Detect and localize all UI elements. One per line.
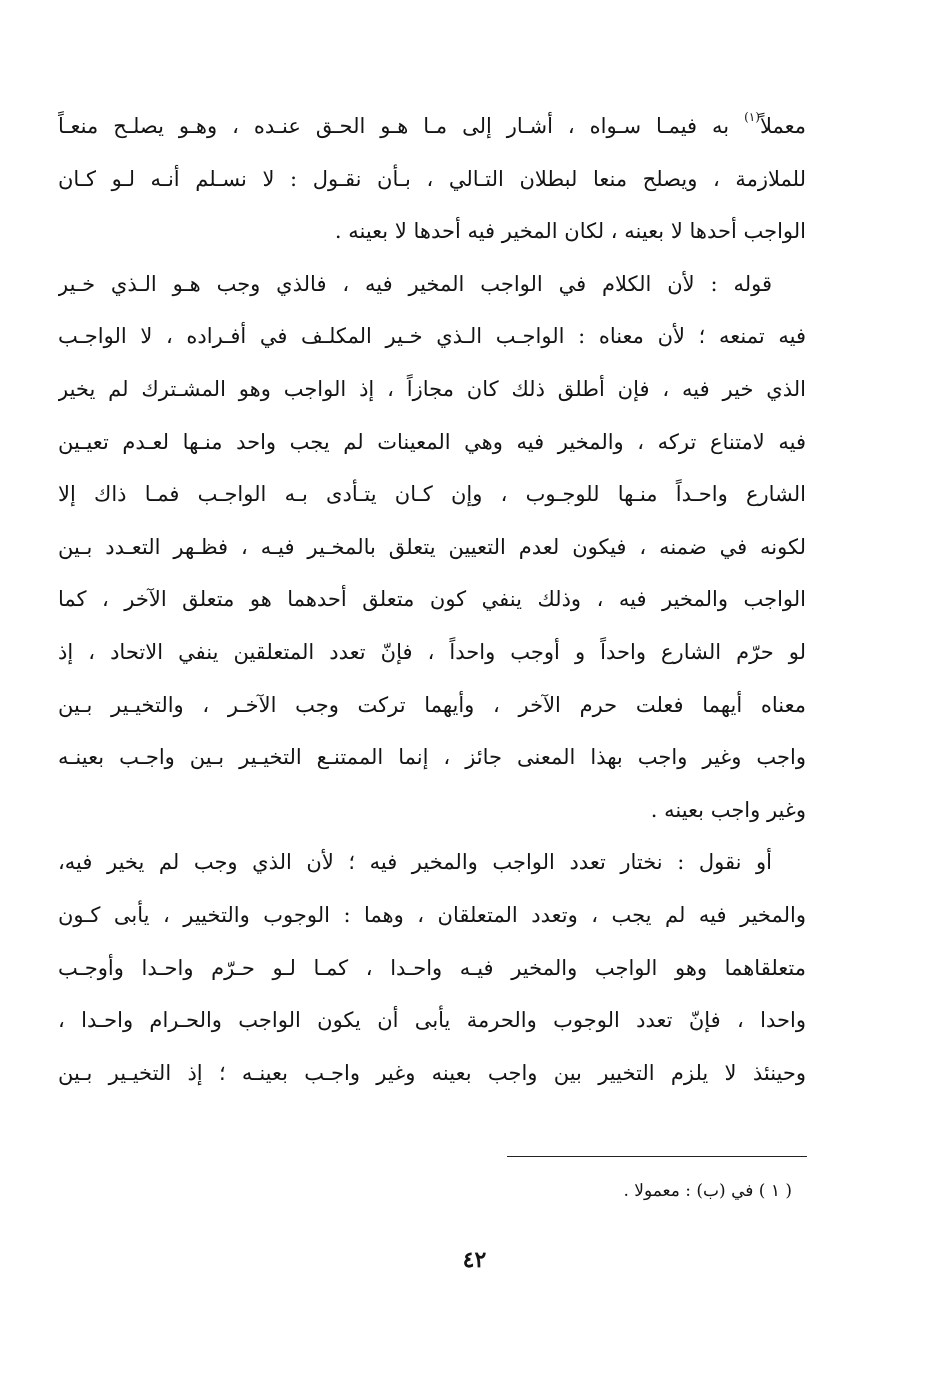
paragraph-2-line-1: قوله : لأن الكلام في الواجب المخير فيه ، فالذي وجب هـو الـذي خـير xyxy=(58,271,772,296)
paragraph-2-line-6: لكونه في ضمنه ، فيكون لعدم التعيين يتعلق بالمخـير فيـه ، فظـهر التعـدد بـين xyxy=(58,534,806,559)
text-line-1-start: معملاً xyxy=(759,114,806,138)
footnote: ( ١ ) في (ب) : معمولا . xyxy=(623,1181,792,1201)
paragraph-2-line-9: معناه أيهما فعلت حرم الآخر ، وأيهما تركت وجب الآخـر ، والتخيـير بـين xyxy=(58,692,806,717)
paragraph-2-line-8: لو حرّم الشارع واحداً و أوجب واحداً ، فإنّ تعدد المتعلقين ينفي الاتحاد ، إذ xyxy=(58,639,806,664)
paragraph-2-line-11: وغير واجب بعينه . xyxy=(650,797,806,822)
paragraph-2-line-10: واجب وغير واجب بهذا المعنى جائز ، إنما الممتنـع التخيـير بـين واجـب بعينـه xyxy=(58,745,806,770)
paragraph-3-line-5: وحينئذ لا يلزم التخيير بين واجب بعينه وغير واجـب بعينـه ؛ إذ التخيـير بـين xyxy=(58,1060,806,1085)
paragraph-3-line-3: متعلقاهما وهو الواجب والمخير فيـه واحـدا ، كمـا لـو حـرّم واحـدا وأوجـب xyxy=(58,955,806,980)
footnote-divider xyxy=(507,1156,807,1157)
paragraph-3-line-4: واحدا ، فإنّ تعدد الوجوب والحرمة يأبى أن يكون الواجب والحـرام واحـدا ، xyxy=(58,1008,806,1033)
text-line-1 xyxy=(58,100,806,153)
paragraph-3-line-2: والمخير فيه لم يجب ، وتعدد المتعلقان ، وهما : الوجوب والتخيير ، يأبى كـون xyxy=(58,902,806,927)
paragraph-2-line-7: الواجب والمخير فيه ، وذلك ينفي كون متعلق أحدهما هو متعلق الآخر ، كما xyxy=(58,587,806,612)
text-line-1-rest: به فيمـا سـواه ، أشـار إلى مـا هـو الحـق عنـده ، وهـو يصلـح منعـاً xyxy=(58,114,745,138)
body-text xyxy=(58,100,806,1099)
paragraph-3-line-1: أو نقول : نختار تعدد الواجب والمخير فيه ؛ لأن الذي وجب لم يخير فيه، xyxy=(58,850,772,875)
paragraph-2-line-2: فيه تمنعه ؛ لأن معناه : الواجـب الـذي خـير المكلـف في أفـراده ، لا الواجـب xyxy=(58,324,806,349)
paragraph-2-line-3: الذي خير فيه ، فإن أطلق ذلك كان مجازاً ، إذ الواجب وهو المشـترك لم يخير xyxy=(58,376,806,401)
footnote-marker: (١) xyxy=(744,110,760,124)
text-line-3: الواجب أحدها لا بعينه ، لكان المخير فيه أحدها لا بعينه . xyxy=(334,219,806,244)
paragraph-2-line-4: فيه لامتناع تركه ، والمخير فيه وهي المعينات لم يجب واحد منـها لعـدم تعيـين xyxy=(58,429,806,454)
paragraph-2-line-5: الشارع واحـداً منـها للوجـوب ، وإن كـان يتـأدى بـه الواجـب فمـا ذاك إلا xyxy=(58,482,806,507)
text-line-2: للملازمة ، ويصلح منعا لبطلان التـالي ، بـأن نقـول : لا نسـلم أنـه لـو كـان xyxy=(58,166,806,191)
page-number: ٤٢ xyxy=(462,1247,487,1273)
